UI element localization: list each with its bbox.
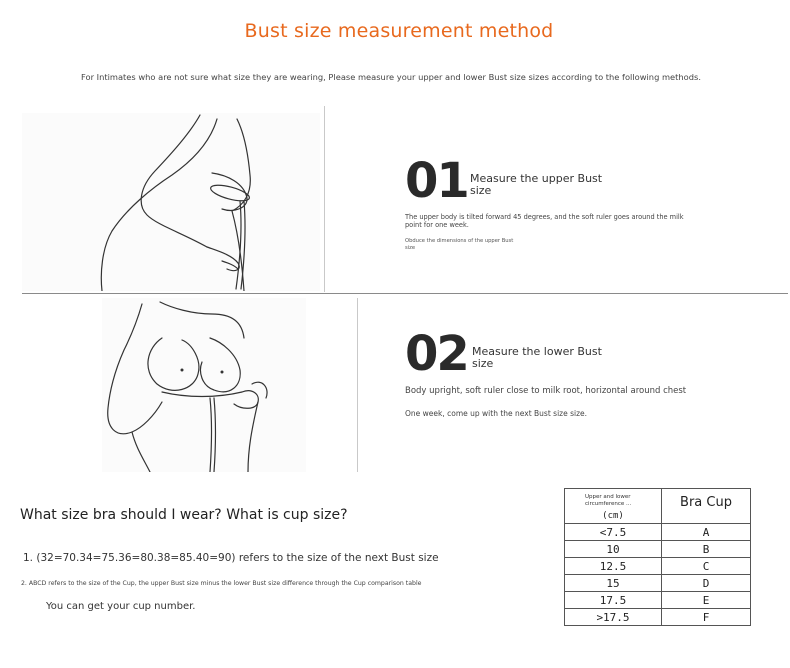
cup-table-header xyxy=(565,489,751,524)
step-02-title-line1: Measure the lower Bust xyxy=(472,345,602,358)
step-01-note-line1: Obduce the dimensions of the upper Bust xyxy=(405,238,514,244)
header-difference-line2: circumference ... xyxy=(585,501,632,507)
lower-bust-illustration xyxy=(102,298,306,472)
table-row xyxy=(565,541,751,558)
step-02-title-line2: size xyxy=(472,357,494,370)
step-02-title xyxy=(472,346,602,370)
step-01-text-line2: point for one week. xyxy=(405,221,469,229)
diff-cell: >17.5 xyxy=(565,609,662,626)
header-difference-label xyxy=(585,494,631,508)
cup-cell: F xyxy=(662,609,751,626)
cup-cell: C xyxy=(662,558,751,575)
step-01-note-line2: size xyxy=(405,244,416,251)
cup-cell: E xyxy=(662,592,751,609)
diff-cell: <7.5 xyxy=(565,524,662,541)
cup-cell: D xyxy=(662,575,751,592)
size-note-1: 1. (32=70.34=75.36=80.38=85.40=90) refers to the size of the next Bust size xyxy=(23,552,439,564)
column-divider-2 xyxy=(357,298,358,472)
header-unit: (cm) xyxy=(602,511,624,521)
cup-cell: A xyxy=(662,524,751,541)
step-01-note xyxy=(405,238,513,251)
step-01-description xyxy=(405,213,684,229)
diff-cell: 10 xyxy=(565,541,662,558)
step-number-02: 02 xyxy=(405,326,468,382)
column-divider-1 xyxy=(324,106,325,292)
table-row xyxy=(565,592,751,609)
header-difference xyxy=(565,489,662,524)
diff-cell: 17.5 xyxy=(565,592,662,609)
step-01-title-line2: size xyxy=(470,184,492,197)
intro-text: For Intimates who are not sure what size they are wearing, Please measure your upper and lower Bust size sizes according to the following methods. xyxy=(81,72,701,82)
cup-size-table xyxy=(564,488,751,626)
size-question: What size bra should I wear? What is cup size? xyxy=(20,507,348,523)
step-number-01: 01 xyxy=(405,153,468,209)
table-row xyxy=(565,609,751,626)
upper-bust-illustration xyxy=(22,113,320,291)
table-row xyxy=(565,524,751,541)
section-divider xyxy=(22,293,788,294)
step-01-title-line1: Measure the upper Bust xyxy=(470,172,603,185)
cup-cell: B xyxy=(662,541,751,558)
step-02-text-line1: Body upright, soft ruler close to milk root, horizontal around chest xyxy=(405,386,687,396)
header-difference-line1: Upper and lower xyxy=(585,494,631,500)
step-01-text-line1: The upper body is tilted forward 45 degrees, and the soft ruler goes around the milk xyxy=(405,213,684,221)
size-note-3: You can get your cup number. xyxy=(46,601,196,612)
header-bra-cup: Bra Cup xyxy=(662,489,751,524)
step-01-title xyxy=(470,173,602,197)
table-row xyxy=(565,575,751,592)
diff-cell: 15 xyxy=(565,575,662,592)
page-title: Bust size measurement method xyxy=(244,20,554,42)
size-note-2: 2. ABCD refers to the size of the Cup, the upper Bust size minus the lower Bust size difference through the Cup comparison table xyxy=(21,580,422,587)
diff-cell: 12.5 xyxy=(565,558,662,575)
table-row xyxy=(565,558,751,575)
step-02-text-line2: One week, come up with the next Bust size size. xyxy=(405,409,588,418)
